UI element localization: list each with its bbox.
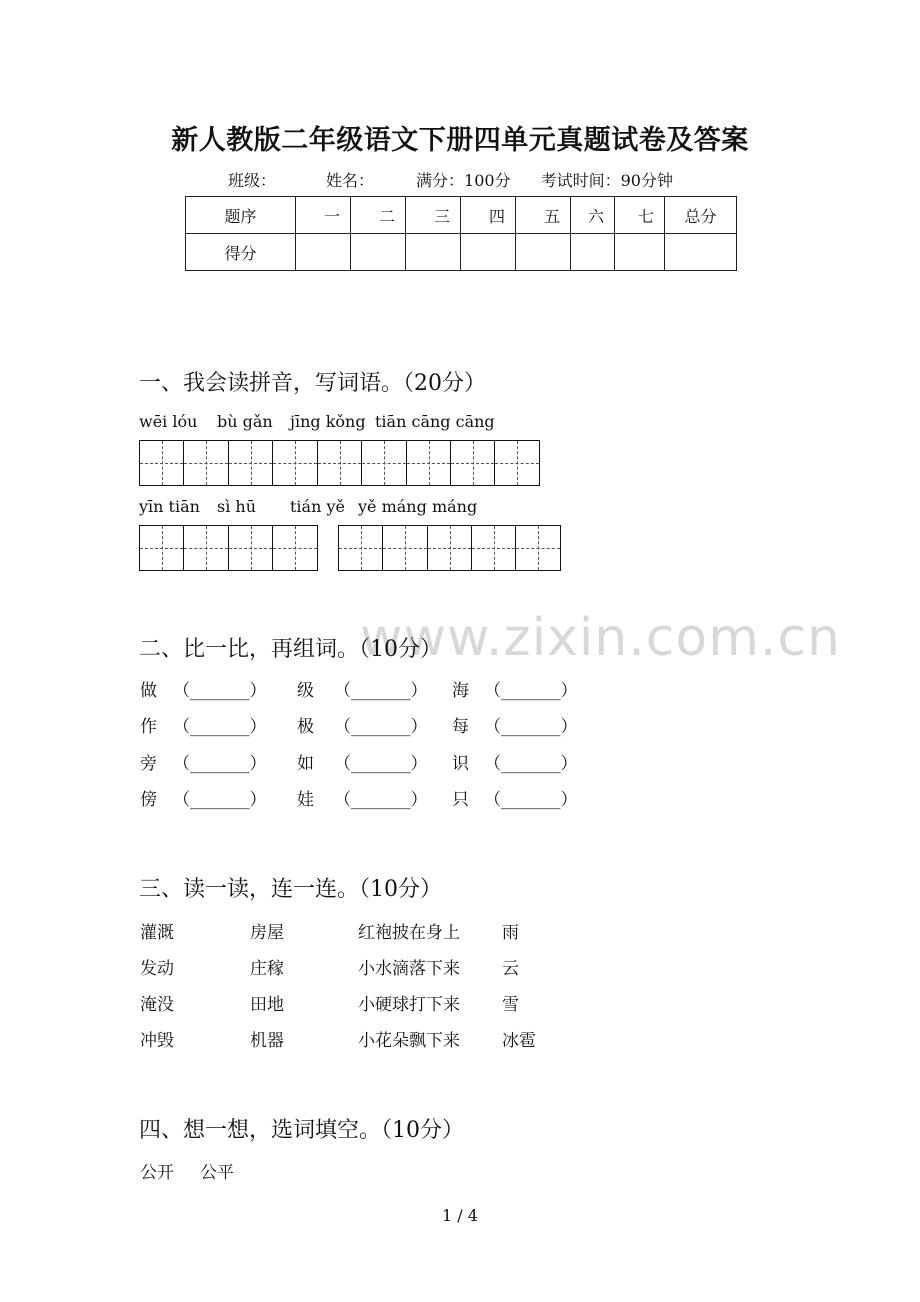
char-cell[interactable] xyxy=(273,441,317,485)
section-4-title: 四、想一想，选词填空。（10分） xyxy=(139,1118,464,1143)
pinyin-label: tiān cāng cāng xyxy=(375,412,495,431)
score-header-cell: 题序 xyxy=(186,197,296,234)
compare-char: 级 xyxy=(297,681,314,701)
section-3-title: 三、读一读，连一连。（10分） xyxy=(139,877,442,902)
score-table-row xyxy=(186,234,737,271)
compare-char: 海 xyxy=(452,681,469,701)
match-word[interactable]: 发动 xyxy=(140,959,174,979)
score-input-cell[interactable] xyxy=(615,234,665,271)
compare-char: 做 xyxy=(140,681,157,701)
watermark: www.zixin.com.cn xyxy=(360,608,841,668)
answer-blank[interactable]: （_______） xyxy=(173,790,267,810)
match-word[interactable]: 雪 xyxy=(502,995,519,1015)
answer-blank[interactable]: （_______） xyxy=(484,681,578,701)
score-header-cell: 三 xyxy=(406,197,461,234)
match-word[interactable]: 小水滴落下来 xyxy=(358,959,460,979)
word-box[interactable] xyxy=(228,440,317,486)
full-score: 满分：100分 xyxy=(416,171,511,190)
pinyin-label: tián yě xyxy=(290,497,345,516)
score-input-cell[interactable] xyxy=(571,234,615,271)
match-word[interactable]: 冲毁 xyxy=(140,1031,174,1051)
char-cell[interactable] xyxy=(472,526,516,570)
char-cell[interactable] xyxy=(184,441,228,485)
compare-char: 如 xyxy=(297,754,314,774)
char-cell[interactable] xyxy=(184,526,228,570)
char-cell[interactable] xyxy=(383,526,427,570)
answer-blank[interactable]: （_______） xyxy=(484,717,578,737)
match-word[interactable]: 机器 xyxy=(250,1031,284,1051)
page-number: 1 / 4 xyxy=(442,1206,478,1225)
match-word[interactable]: 庄稼 xyxy=(250,959,284,979)
compare-char: 识 xyxy=(452,754,469,774)
word-box[interactable] xyxy=(317,440,406,486)
answer-blank[interactable]: （_______） xyxy=(484,790,578,810)
score-header-cell: 七 xyxy=(615,197,665,234)
class-label: 班级： xyxy=(228,171,277,190)
compare-char: 极 xyxy=(297,717,314,737)
score-input-cell[interactable] xyxy=(461,234,516,271)
word-box[interactable] xyxy=(406,440,540,486)
compare-char: 作 xyxy=(140,717,157,737)
compare-char: 娃 xyxy=(297,790,314,810)
char-cell[interactable] xyxy=(495,441,539,485)
answer-blank[interactable]: （_______） xyxy=(334,681,428,701)
char-cell[interactable] xyxy=(451,441,495,485)
compare-char: 傍 xyxy=(140,790,157,810)
score-input-cell[interactable] xyxy=(516,234,571,271)
score-header-cell: 总分 xyxy=(665,197,737,234)
char-cell[interactable] xyxy=(229,441,273,485)
pinyin-label: wēi lóu xyxy=(139,412,198,431)
char-cell[interactable] xyxy=(339,526,383,570)
page-title: 新人教版二年级语文下册四单元真题试卷及答案 xyxy=(171,125,749,156)
score-input-cell[interactable] xyxy=(406,234,461,271)
char-cell[interactable] xyxy=(273,526,317,570)
exam-time: 考试时间：90分钟 xyxy=(540,171,673,190)
score-input-cell[interactable] xyxy=(351,234,406,271)
word-box[interactable] xyxy=(338,525,427,571)
section-1-title: 一、我会读拼音，写词语。（20分） xyxy=(139,371,486,396)
score-input-cell[interactable] xyxy=(665,234,737,271)
choice-word: 公开 xyxy=(140,1163,174,1183)
pinyin-label: bù gǎn xyxy=(217,412,273,431)
char-cell[interactable] xyxy=(428,526,472,570)
pinyin-label: yě máng máng xyxy=(358,497,478,516)
match-word[interactable]: 小花朵飘下来 xyxy=(358,1031,460,1051)
answer-blank[interactable]: （_______） xyxy=(334,790,428,810)
exam-info xyxy=(228,168,673,191)
writing-grid-row-2a xyxy=(139,525,318,571)
score-row-label: 得分 xyxy=(186,234,296,271)
answer-blank[interactable]: （_______） xyxy=(173,717,267,737)
word-box[interactable] xyxy=(228,525,318,571)
pinyin-label: sì hū xyxy=(217,497,257,516)
compare-char: 旁 xyxy=(140,754,157,774)
choice-word: 公平 xyxy=(200,1163,234,1183)
char-cell[interactable] xyxy=(318,441,362,485)
match-word[interactable]: 云 xyxy=(502,959,519,979)
char-cell[interactable] xyxy=(140,441,184,485)
char-cell[interactable] xyxy=(362,441,406,485)
writing-grid-row-1 xyxy=(139,440,540,486)
answer-blank[interactable]: （_______） xyxy=(334,717,428,737)
answer-blank[interactable]: （_______） xyxy=(173,754,267,774)
answer-blank[interactable]: （_______） xyxy=(484,754,578,774)
char-cell[interactable] xyxy=(516,526,560,570)
word-box[interactable] xyxy=(427,525,561,571)
score-header-cell: 五 xyxy=(516,197,571,234)
score-input-cell[interactable] xyxy=(296,234,351,271)
char-cell[interactable] xyxy=(140,526,184,570)
writing-grid-row-2b xyxy=(338,525,561,571)
pinyin-label: yīn tiān xyxy=(139,497,200,516)
match-word[interactable]: 红袍披在身上 xyxy=(358,923,460,943)
compare-char: 每 xyxy=(452,717,469,737)
name-label: 姓名： xyxy=(326,171,375,190)
char-cell[interactable] xyxy=(229,526,273,570)
answer-blank[interactable]: （_______） xyxy=(334,754,428,774)
score-table xyxy=(185,196,737,271)
score-table-header xyxy=(186,197,737,234)
match-word[interactable]: 雨 xyxy=(502,923,519,943)
char-cell[interactable] xyxy=(407,441,451,485)
pinyin-label: jīng kǒng xyxy=(290,412,366,431)
score-header-cell: 一 xyxy=(296,197,351,234)
match-word[interactable]: 冰雹 xyxy=(502,1031,536,1051)
match-word[interactable]: 房屋 xyxy=(250,923,284,943)
score-header-cell: 六 xyxy=(571,197,615,234)
score-header-cell: 四 xyxy=(461,197,516,234)
word-box[interactable] xyxy=(139,440,228,486)
match-word[interactable]: 小硬球打下来 xyxy=(358,995,460,1015)
word-box[interactable] xyxy=(139,525,228,571)
score-header-cell: 二 xyxy=(351,197,406,234)
match-word[interactable]: 田地 xyxy=(250,995,284,1015)
answer-blank[interactable]: （_______） xyxy=(173,681,267,701)
section-2-title: 二、比一比，再组词。（10分） xyxy=(139,637,442,662)
compare-char: 只 xyxy=(452,790,469,810)
match-word[interactable]: 淹没 xyxy=(140,995,174,1015)
match-word[interactable]: 灌溉 xyxy=(140,923,174,943)
